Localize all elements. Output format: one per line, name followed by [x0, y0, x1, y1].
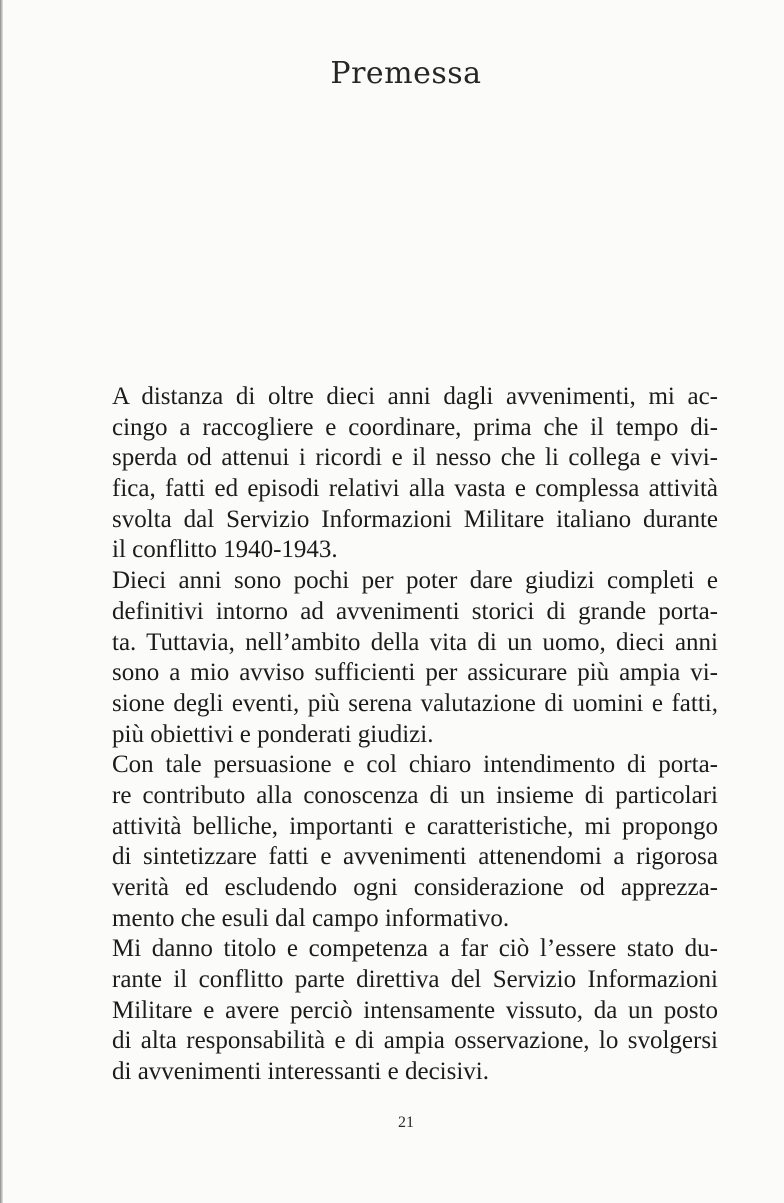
page-number: 21	[398, 1114, 414, 1131]
text-line: attività belliche, importanti e caratteristiche, mi propongo	[112, 812, 718, 840]
text-line: sperda od attenui i ricordi e il nesso che li collega e vivi-	[112, 444, 718, 472]
text-line: cingo a raccogliere e coordinare, prima che il tempo di-	[112, 413, 718, 441]
text-line: Dieci anni sono pochi per poter dare giudizi completi e	[112, 567, 718, 595]
chapter-title: Premessa	[330, 56, 482, 91]
text-line: più obiettivi e ponderati giudizi.	[112, 720, 434, 748]
text-line: sono a mio avviso sufficienti per assicurare più ampia vi-	[112, 659, 718, 687]
text-line: Con tale persuasione e col chiaro intendimento di porta-	[112, 751, 718, 779]
text-line: ta. Tuttavia, nell’ambito della vita di un uomo, dieci anni	[112, 628, 718, 656]
text-line: fica, fatti ed episodi relativi alla vasta e complessa attività	[112, 475, 718, 503]
text-line: rante il conflitto parte direttiva del Servizio Informazioni	[112, 966, 718, 994]
text-line: Militare e avere perciò intensamente vissuto, da un posto	[112, 996, 718, 1024]
text-line: verità ed escludendo ogni considerazione od apprezza-	[112, 874, 718, 901]
text-line: il conflitto 1940-1943.	[112, 536, 338, 564]
text-line: Mi danno titolo e competenza a far ciò l’essere stato du-	[112, 935, 718, 963]
body-text	[112, 382, 718, 1088]
page-binding-edge	[0, 0, 3, 1203]
text-line: definitivi intorno ad avvenimenti storici di grande porta-	[112, 597, 718, 625]
text-line: mento che esuli dal campo informativo.	[112, 904, 510, 932]
text-line: di sintetizzare fatti e avvenimenti attenendomi a rigorosa	[112, 843, 718, 871]
text-line: sione degli eventi, più serena valutazione di uomini e fatti,	[112, 689, 718, 717]
text-line: re contributo alla conoscenza di un insieme di particolari	[112, 781, 718, 809]
text-line: di avvenimenti interessanti e decisivi.	[112, 1058, 489, 1086]
text-line: A distanza di oltre dieci anni dagli avvenimenti, mi ac-	[112, 383, 718, 410]
text-line: di alta responsabilità e di ampia osservazione, lo svolgersi	[112, 1027, 718, 1055]
text-line: svolta dal Servizio Informazioni Militare italiano durante	[112, 505, 718, 533]
